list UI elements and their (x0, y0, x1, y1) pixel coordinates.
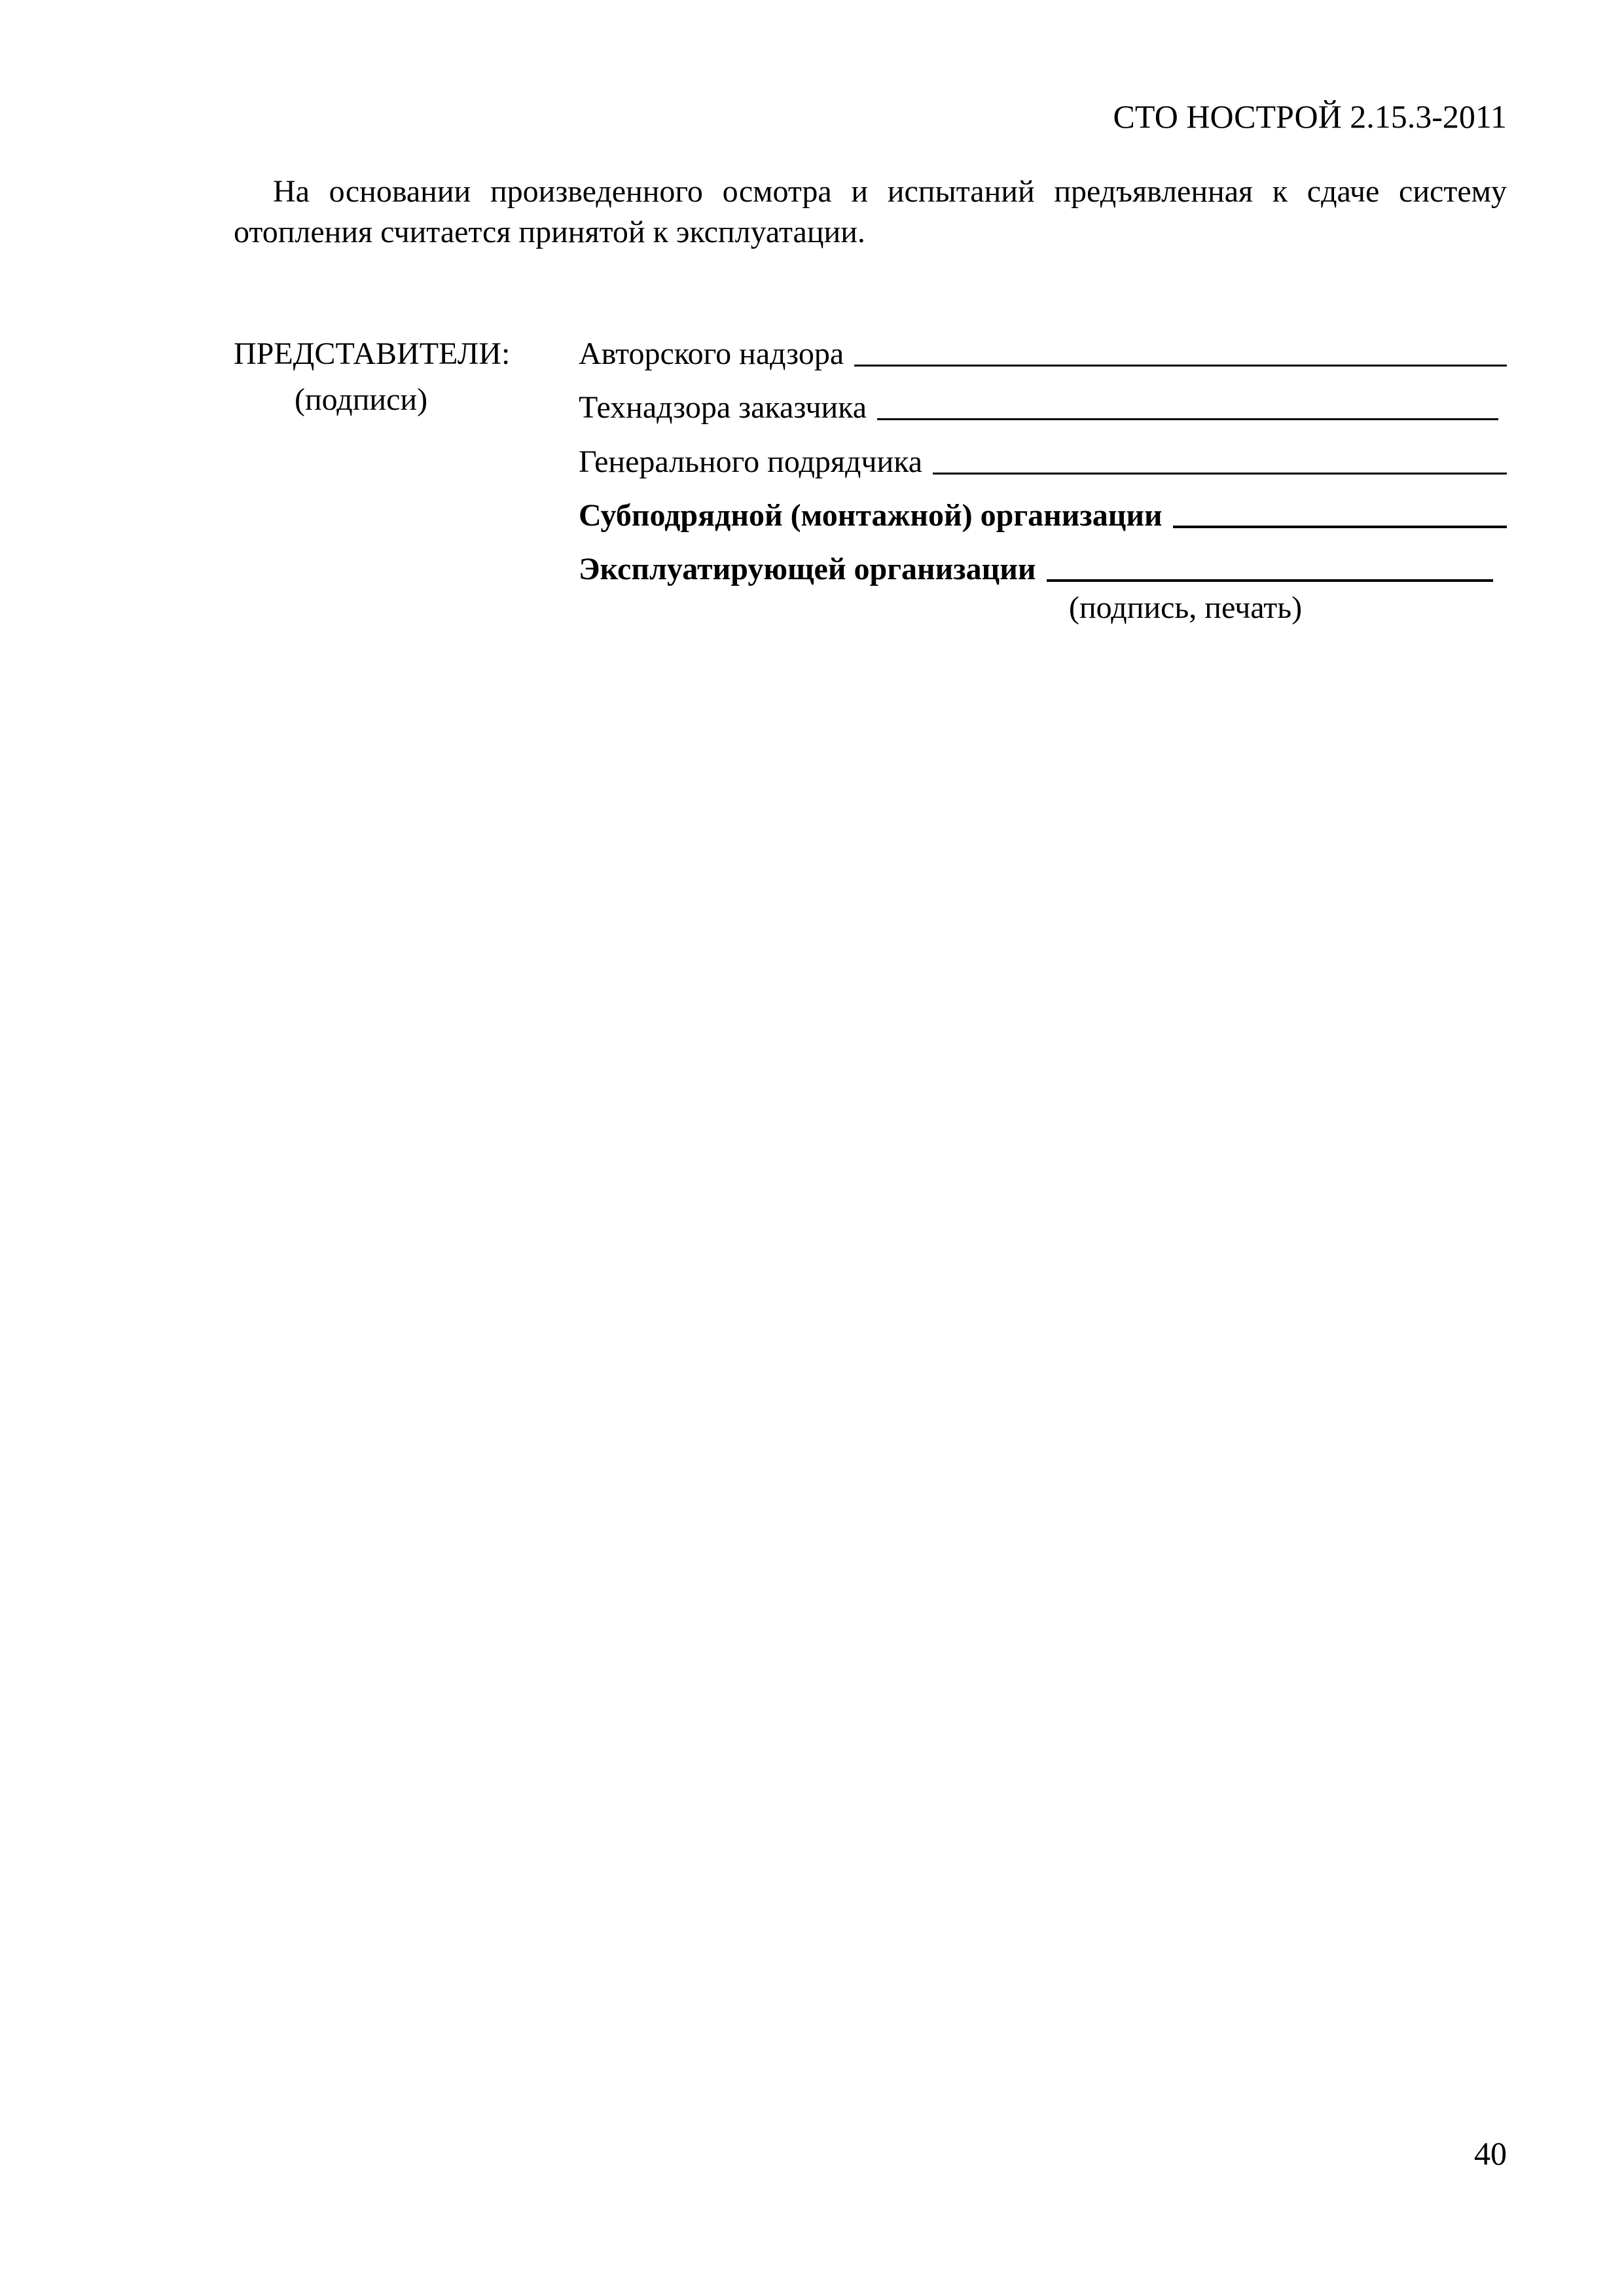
signature-row-subcontractor (579, 495, 1507, 536)
signature-label: Субподрядной (монтажной) организации (579, 498, 1163, 533)
signature-line[interactable] (1047, 579, 1493, 582)
signature-label: Авторского надзора (579, 336, 844, 371)
signature-row-general-contractor (579, 442, 1507, 482)
signature-line[interactable] (933, 473, 1507, 475)
representatives-label: ПРЕДСТАВИТЕЛИ: (234, 336, 511, 371)
intro-paragraph: На основании произведенного осмотра и испытаний предъявленная к сдаче систему отопления считается принятой к эксплуатации. (234, 174, 1507, 249)
document-code: СТО НОСТРОЙ 2.15.3-2011 (1113, 98, 1507, 135)
signature-row-author-supervision (579, 334, 1507, 374)
signature-label: Генерального подрядчика (579, 444, 923, 479)
signatures-note: (подписи) (295, 382, 428, 417)
signature-label: Эксплуатирующей организации (579, 552, 1036, 586)
signature-row-customer-supervision (579, 387, 1498, 428)
page-number: 40 (1474, 2135, 1507, 2172)
signature-line[interactable] (877, 418, 1498, 420)
signature-stamp-note: (подпись, печать) (1069, 590, 1303, 625)
signature-label: Технадзора заказчика (579, 390, 867, 425)
signature-line[interactable] (1173, 526, 1507, 528)
signature-row-operating-organization (579, 549, 1493, 590)
signature-line[interactable] (854, 365, 1507, 367)
